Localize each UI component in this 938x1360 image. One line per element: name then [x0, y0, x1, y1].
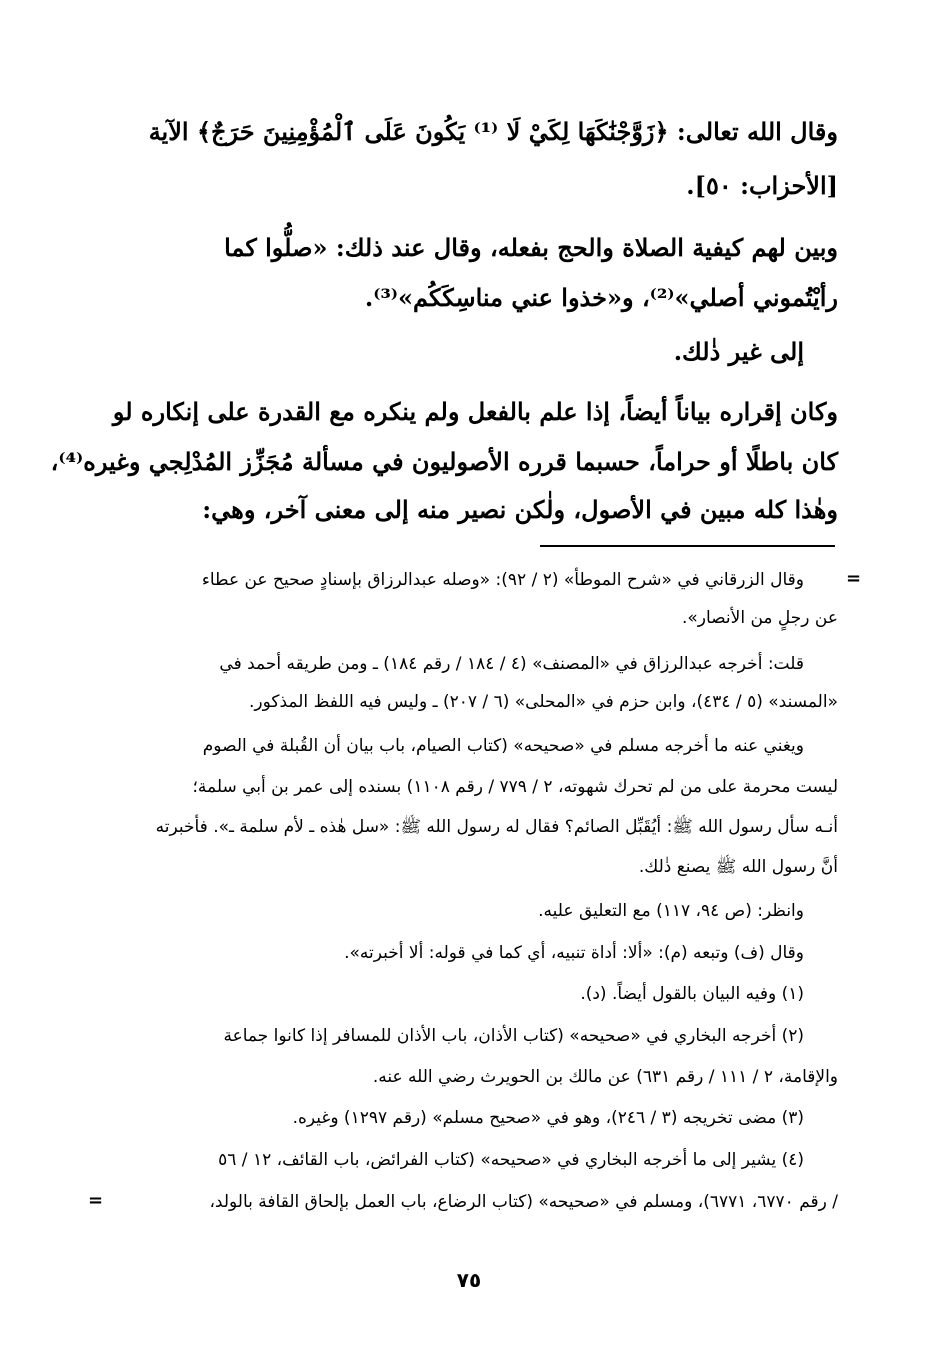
footnote-line-2: عن رجلٍ من الأنصار». [681, 608, 838, 628]
continuation-mark-top: = [846, 568, 862, 589]
footnote-line-4: «المسند» (٥ / ٤٣٤)، وابن حزم في «المحلى» (٦ / ٢٠٧) ـ وليس فيه اللفظ المذكور. [249, 692, 838, 712]
footnote-line-8: أنَّ رسول الله ﷺ يصنع ذٰلك. [638, 857, 838, 877]
footnote-line-11: (١) وفيه البيان بالقول أيضاً. (د). [580, 984, 804, 1004]
footnote-line-6: ليست محرمة على من لم تحرك شهوته، ٢ / ٧٧٩ / رقم ١١٠٨) بسنده إلى عمر بن أبي سلمة؛ [192, 777, 838, 797]
continuation-mark-bottom: = [88, 1190, 104, 1211]
footnote-line-9: وانظر: (ص ٩٤، ١١٧) مع التعليق عليه. [538, 901, 804, 921]
main-line-1: وقال الله تعالى: ﴿زَوَّجْنَٰكَهَا لِكَيْ لَا ⁽¹⁾ يَكُونَ عَلَى ٱلْمُؤْمِنِينَ حَرَجٌ﴾ الآية [148, 117, 838, 146]
footnote-line-1: وقال الزرقاني في «شرح الموطأ» (٢ / ٩٢): «وصله عبدالرزاق بإسنادٍ صحيح عن عطاء [201, 570, 804, 590]
main-line-2: [الأحزاب: ٥٠]. [686, 171, 838, 200]
main-line-6: وكان إقراره بياناً أيضاً، إذا علم بالفعل ولم ينكره مع القدرة على إنكاره لو [112, 397, 838, 426]
footnote-line-3: قلت: أخرجه عبدالرزاق في «المصنف» (٤ / ١٨٤ / رقم ١٨٤) ـ ومن طريقه أحمد في [219, 654, 804, 674]
footnote-line-12: (٢) أخرجه البخاري في «صحيحه» (كتاب الأذان، باب الأذان للمسافر إذا كانوا جماعة [223, 1026, 804, 1046]
main-line-3: وبين لهم كيفية الصلاة والحج بفعله، وقال عند ذلك: «صلُّوا كما [224, 233, 838, 262]
footnote-line-15: (٤) يشير إلى ما أخرجه البخاري في «صحيحه» (كتاب الفرائض، باب القائف، ١٢ / ٥٦ [218, 1150, 804, 1170]
main-line-8: وهٰذا كله مبين في الأصول، ولٰكن نصير منه إلى معنى آخر، وهي: [202, 495, 838, 524]
page-number: ٧٥ [456, 1268, 482, 1292]
footnote-line-10: وقال (ف) وتبعه (م): «ألا: أداة تنبيه، أي كما في قوله: ألا أخبرته». [344, 943, 804, 963]
footnote-line-14: (٣) مضى تخريجه (٣ / ٢٤٦)، وهو في «صحيح مسلم» (رقم ١٢٩٧) وغيره. [292, 1108, 804, 1128]
footnote-line-7: أنـه سأل رسول الله ﷺ: أيُقَبِّل الصائم؟ فقال له رسول الله ﷺ: «سل هٰذه ـ لأم سلمة ـ». فأخبرته [155, 817, 838, 837]
main-line-4: رأيْتُموني أصلي»⁽²⁾، و«خذوا عني مناسِكَكُم»⁽³⁾. [364, 283, 838, 312]
footnote-line-5: ويغني عنه ما أخرجه مسلم في «صحيحه» (كتاب الصيام، باب بيان أن القُبلة في الصوم [202, 736, 804, 756]
footnote-separator [540, 545, 835, 547]
footnote-line-16: / رقم ٦٧٧٠، ٦٧٧١)، ومسلم في «صحيحه» (كتاب الرضاع، باب العمل بإلحاق القافة بالولد، [209, 1192, 838, 1212]
main-line-7: كان باطلًا أو حراماً، حسبما قرره الأصوليون في مسألة مُجَزِّز المُدْلِجي وغيره⁽⁴⁾، [50, 447, 838, 476]
footnote-line-13: والإقامة، ٢ / ١١١ / رقم ٦٣١) عن مالك بن الحويرث رضي الله عنه. [372, 1067, 838, 1087]
main-line-5: إلى غير ذٰلك. [673, 337, 804, 366]
